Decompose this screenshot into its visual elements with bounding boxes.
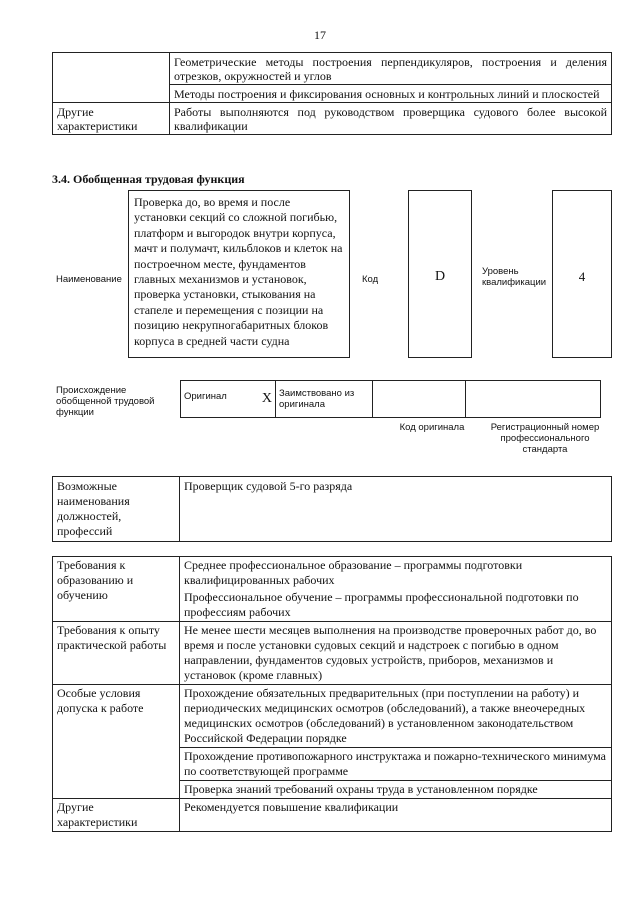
borrowed-label: Заимствовано из оригинала	[276, 381, 373, 418]
table-row	[53, 799, 612, 832]
table-cell: Проверка знаний требований охраны труда в установленном порядке	[180, 781, 612, 799]
section-title: 3.4. Обобщенная трудовая функция	[52, 172, 245, 186]
original-cell	[181, 381, 276, 418]
positions-label: Возможные наименования должностей, профессий	[53, 477, 180, 542]
table-row	[53, 557, 612, 590]
code-label: Код	[362, 274, 379, 285]
level-label: Уровень квалификации	[482, 266, 547, 288]
table-row	[53, 477, 612, 542]
table-row	[181, 381, 601, 418]
table-cell: Профессиональное обучение – программы профессиональной подготовки по профессиям рабочих	[180, 589, 612, 622]
positions-table	[52, 476, 612, 542]
level-value-box: 4	[552, 190, 612, 358]
table-cell: Геометрические методы построения перпендикуляров, построения и деления отрезков, окружностей и углов	[170, 53, 612, 85]
reg-number-caption: Регистрационный номер профессионального стандарта	[490, 422, 600, 455]
row-label	[53, 53, 170, 103]
table-cell: Рекомендуется повышение квалификации	[180, 799, 612, 832]
code-original-cell	[373, 381, 466, 418]
skills-table	[52, 52, 612, 135]
table-cell: Работы выполняются под руководством проверщика судового более высокой квалификации	[170, 103, 612, 135]
original-label: Оригинал	[184, 391, 227, 402]
table-cell: Прохождение противопожарного инструктажа и пожарно-технического минимума по соответствующей программе	[180, 748, 612, 781]
row-label: Другие характеристики	[53, 799, 180, 832]
name-label: Наименование	[56, 274, 122, 285]
page-number: 17	[314, 28, 326, 42]
reg-number-cell	[466, 381, 601, 418]
origin-label: Происхождение обобщенной трудовой функции	[56, 385, 155, 418]
function-name-box: Проверка до, во время и после установки секций со сложной погибью, платформ и выгородок внутри корпуса, мачт и полумачт, кильблоков и клеток на построечном месте, фундаментов главных механизмов и установок, проверка установки, стыкования на стапеле и перемещения с позиции на позицию некрупногабаритных блоков корпуса в средней части судна	[128, 190, 350, 358]
code-value-box: D	[408, 190, 472, 358]
table-row	[53, 622, 612, 685]
table-row	[53, 103, 612, 135]
table-cell: Не менее шести месяцев выполнения на производстве проверочных работ до, во время и после установки судовых секций и надстроек с погибью в одном направлении, фундаментов судовых устройств, приборов, механизмов и установок (кроме главных)	[180, 622, 612, 685]
table-cell: Среднее профессиональное образование – программы подготовки квалифицированных рабочих	[180, 557, 612, 590]
row-label: Требования к опыту практической работы	[53, 622, 180, 685]
table-cell: Прохождение обязательных предварительных (при поступлении на работу) и периодических медицинских осмотров (обследований), а также внеочередных медицинских осмотров (обследований) в установленном законодательством Российской Федерации порядке	[180, 685, 612, 748]
row-label: Требования к образованию и обучению	[53, 557, 180, 622]
table-cell: Методы построения и фиксирования основных и контрольных линий и плоскостей	[170, 85, 612, 103]
origin-table	[180, 380, 601, 418]
table-row	[53, 53, 612, 85]
requirements-table	[52, 556, 612, 832]
positions-value: Проверщик судовой 5-го разряда	[180, 477, 612, 542]
row-label: Особые условия допуска к работе	[53, 685, 180, 799]
code-original-caption: Код оригинала	[399, 422, 465, 433]
row-label: Другие характеристики	[53, 103, 170, 135]
table-row	[53, 685, 612, 748]
original-mark: X	[261, 391, 272, 406]
